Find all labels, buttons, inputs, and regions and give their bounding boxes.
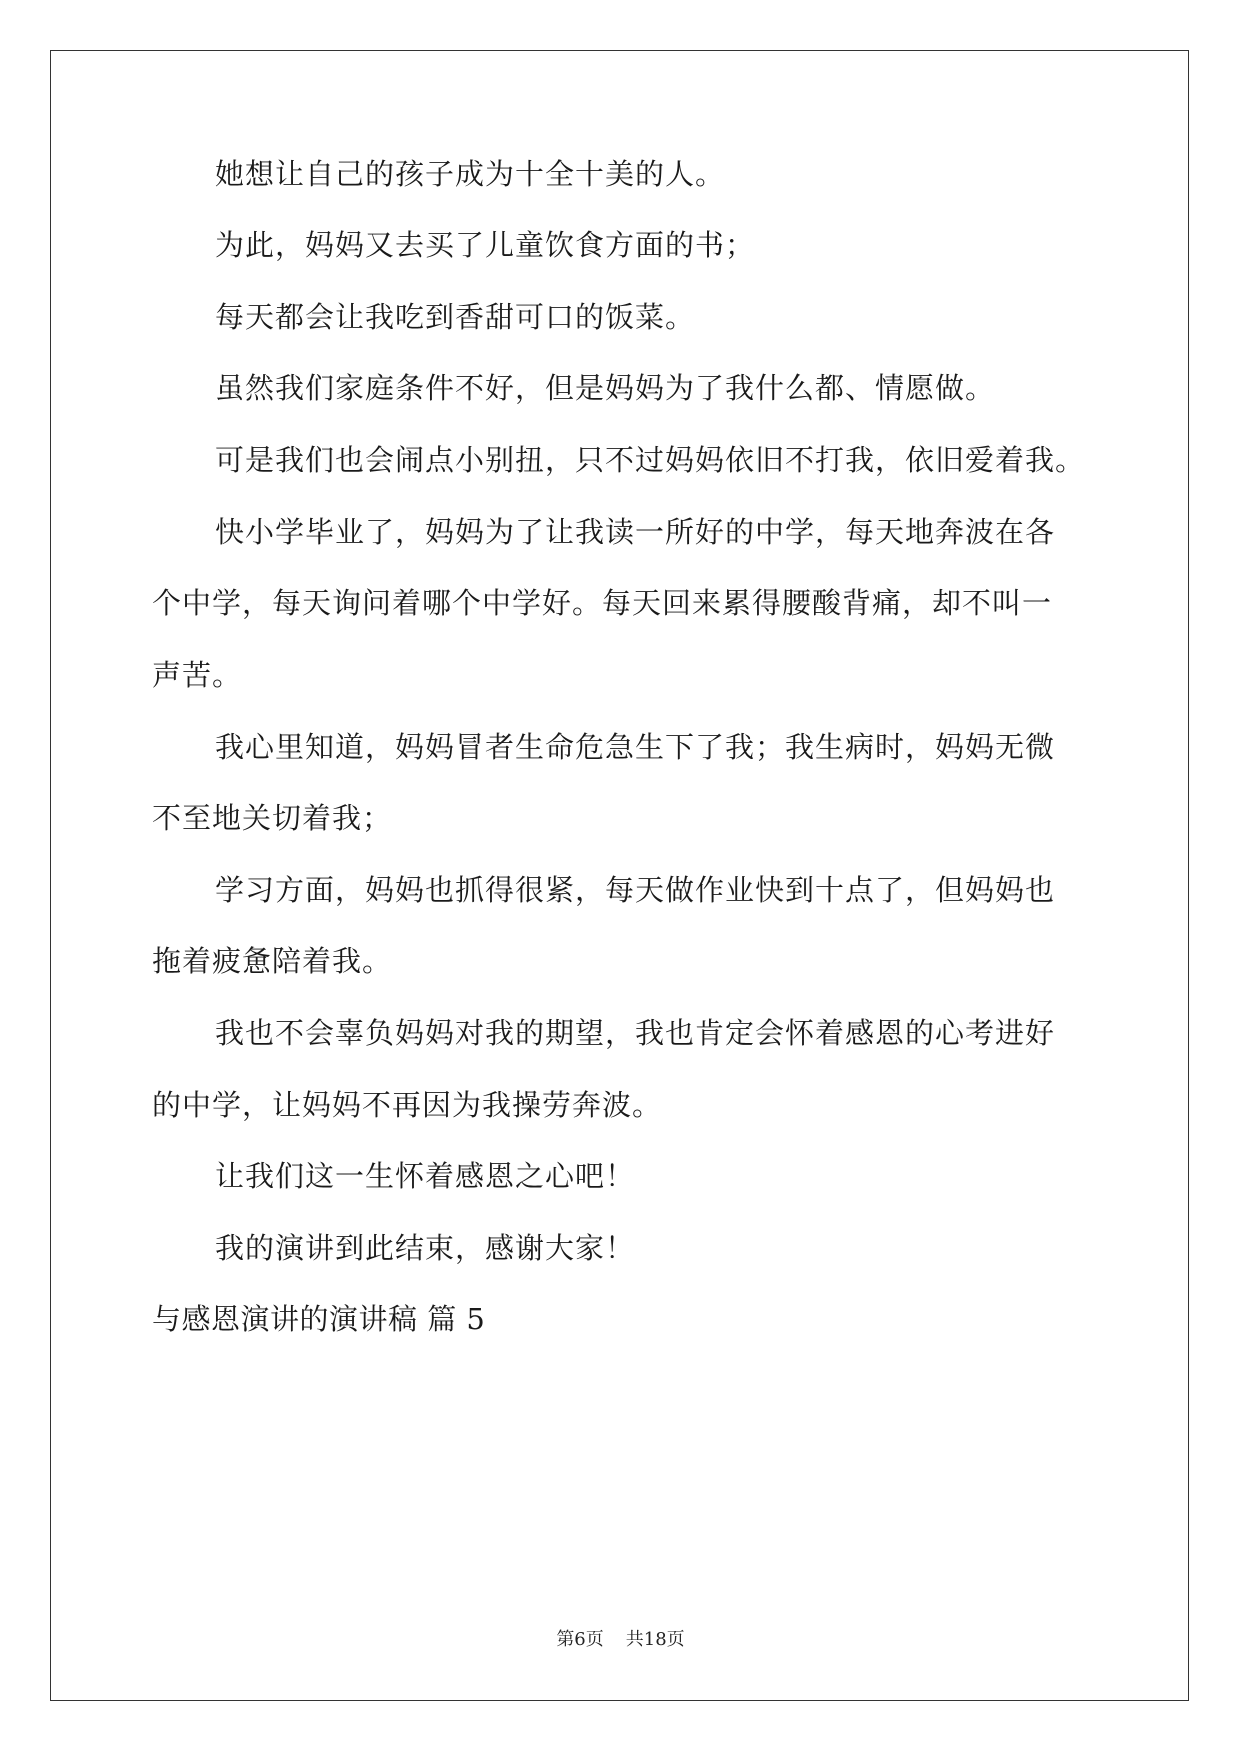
paragraph-line: 个中学，每天询问着哪个中学好。每天回来累得腰酸背痛，却不叫一 bbox=[152, 586, 1053, 620]
page-footer bbox=[0, 1628, 1241, 1652]
paragraph-line: 我的演讲到此结束，感谢大家！ bbox=[215, 1231, 636, 1265]
paragraph-line: 我心里知道，妈妈冒者生命危急生下了我；我生病时，妈妈无微 bbox=[215, 730, 1056, 764]
paragraph-line: 拖着疲惫陪着我。 bbox=[152, 944, 393, 978]
paragraph-line: 虽然我们家庭条件不好，但是妈妈为了我什么都、情愿做。 bbox=[215, 371, 996, 405]
section-heading: 与感恩演讲的演讲稿 篇 5 bbox=[152, 1302, 486, 1336]
paragraph-line: 的中学，让妈妈不再因为我操劳奔波。 bbox=[152, 1088, 663, 1122]
paragraph-line: 为此，妈妈又去买了儿童饮食方面的书； bbox=[215, 228, 756, 262]
paragraph-line: 她想让自己的孩子成为十全十美的人。 bbox=[215, 157, 726, 191]
paragraph-line: 每天都会让我吃到香甜可口的饭菜。 bbox=[215, 300, 696, 334]
page-number-current: 第6页 bbox=[556, 1629, 604, 1650]
paragraph-line: 我也不会辜负妈妈对我的期望，我也肯定会怀着感恩的心考进好 bbox=[215, 1016, 1056, 1050]
page-number-total: 共18页 bbox=[625, 1629, 685, 1650]
paragraph-line: 让我们这一生怀着感恩之心吧！ bbox=[215, 1159, 636, 1193]
paragraph-line: 可是我们也会闹点小别扭，只不过妈妈依旧不打我，依旧爱着我。 bbox=[215, 443, 1086, 477]
paragraph-line: 快小学毕业了，妈妈为了让我读一所好的中学，每天地奔波在各 bbox=[215, 515, 1056, 549]
paragraph-line: 学习方面，妈妈也抓得很紧，每天做作业快到十点了，但妈妈也 bbox=[215, 873, 1056, 907]
paragraph-line: 声苦。 bbox=[152, 658, 243, 692]
paragraph-line: 不至地关切着我； bbox=[152, 801, 393, 835]
